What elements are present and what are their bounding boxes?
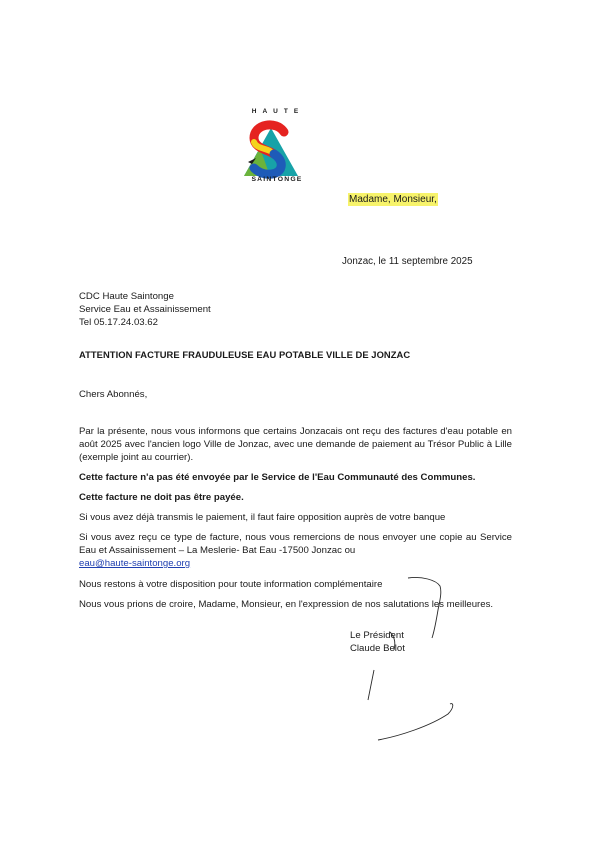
letter-subject: ATTENTION FACTURE FRAUDULEUSE EAU POTABLE VILLE DE JONZAC xyxy=(79,349,411,360)
date-line: Jonzac, le 11 septembre 2025 xyxy=(342,256,473,267)
sender-service: Service Eau et Assainissement xyxy=(79,304,211,315)
paragraph-availability: Nous restons à votre disposition pour toute information complémentaire xyxy=(79,579,383,590)
paragraph-warning-do-not-pay: Cette facture ne doit pas être payée. xyxy=(79,492,244,503)
handwritten-signature xyxy=(350,570,470,750)
signature-name: Claude Belot xyxy=(350,643,405,654)
paragraph-contact-text: Si vous avez reçu ce type de facture, nous vous remercions de nous envoyer une copie au Service Eau et Assainissement – La Meslerie- Bat Eau -17500 Jonzac ou xyxy=(79,532,512,556)
signature-title: Le Président xyxy=(350,630,404,641)
recipient-salutation: Madame, Monsieur, xyxy=(349,194,437,205)
sender-phone: Tel 05.17.24.03.62 xyxy=(79,317,158,328)
paragraph-opposition: Si vous avez déjà transmis le paiement, il faut faire opposition auprès de votre banque xyxy=(79,512,446,523)
paragraph-intro: Par la présente, nous vous informons que certains Jonzacais ont reçu des factures d'eau potable en août 2025 avec l'ancien logo Ville de Jonzac, avec une demande de paiement au Trésor Public à Lille (exemple joint au courrier). xyxy=(79,426,512,463)
logo-bottom-text: SAINTONGE xyxy=(251,176,303,183)
paragraph-contact xyxy=(79,531,512,570)
greeting: Chers Abonnés, xyxy=(79,389,148,400)
haute-saintonge-logo xyxy=(240,118,302,180)
sender-block xyxy=(79,290,211,329)
email-link[interactable]: eau@haute-saintonge.org xyxy=(79,558,191,569)
paragraph-closing: Nous vous prions de croire, Madame, Monsieur, en l'expression de nos salutations les meilleures. xyxy=(79,599,494,610)
sender-name: CDC Haute Saintonge xyxy=(79,291,174,302)
logo-top-text: HAUTE xyxy=(251,108,305,115)
paragraph-warning-not-sent: Cette facture n'a pas été envoyée par le Service de l'Eau Communauté des Communes. xyxy=(79,472,476,483)
